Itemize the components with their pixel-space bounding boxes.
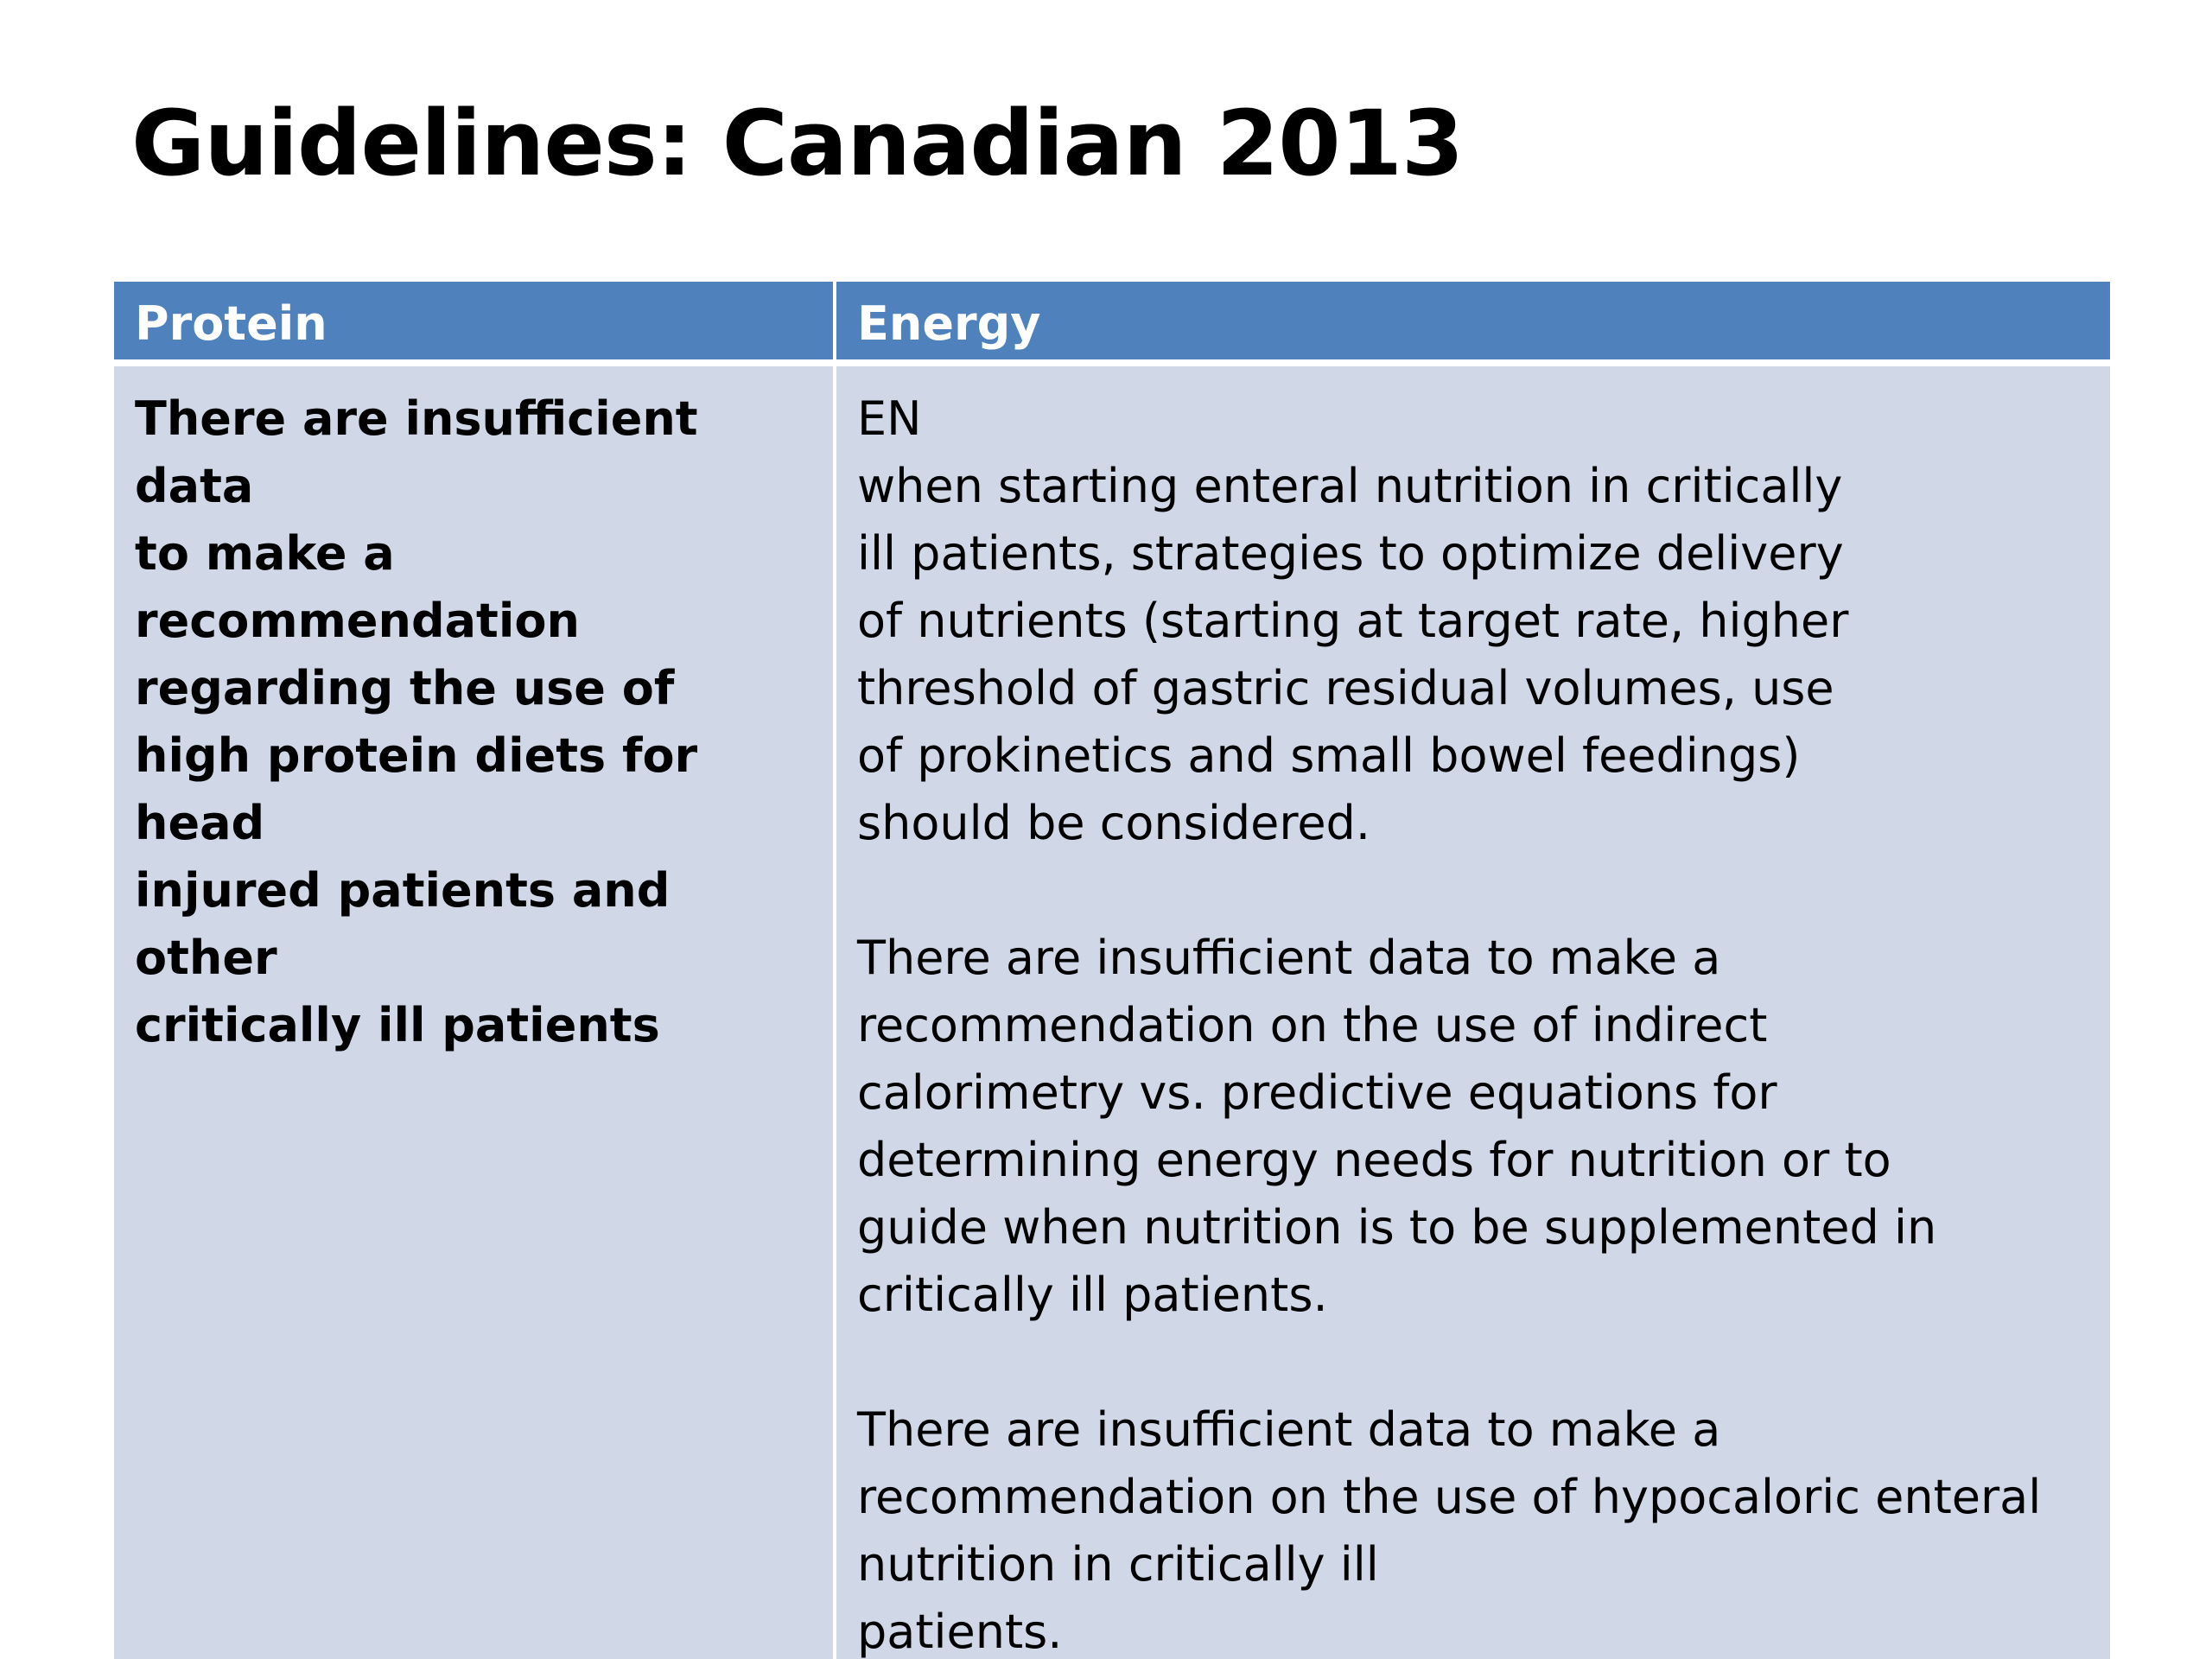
protein-column-header: Protein [114,282,836,366]
slide-title: Guidelines: Canadian 2013 [131,91,1464,196]
paragraph-spacer [857,857,2089,925]
protein-cell [114,366,836,1659]
paragraph-spacer [857,1329,2089,1396]
energy-recommendation-delivery: EN when starting enteral nutrition in critically ill patients, strategies to optimize delivery of nutrients (starting at target rate, higher threshold of gastric residual volumes, use of prokinetics and small bowel feedings) should be considered. [857,391,1849,850]
energy-column-header: Energy [836,282,2110,366]
guidelines-table [114,282,2110,1659]
energy-recommendation-calorimetry: There are insufficient data to make a recommendation on the use of indirect calorimetry vs. predictive equations for determining energy needs for nutrition or to guide when nutrition is to be supplemented in critically ill patients. [857,931,1937,1322]
energy-cell [836,366,2110,1659]
energy-recommendation-hypocaloric: There are insufficient data to make a recommendation on the use of hypocaloric enteral nutrition in critically ill patients. [857,1402,2042,1659]
protein-recommendation-text: There are insufficient data to make a recommendation regarding the use of high protein diets for head injured patients and other critically ill patients [135,391,698,1052]
